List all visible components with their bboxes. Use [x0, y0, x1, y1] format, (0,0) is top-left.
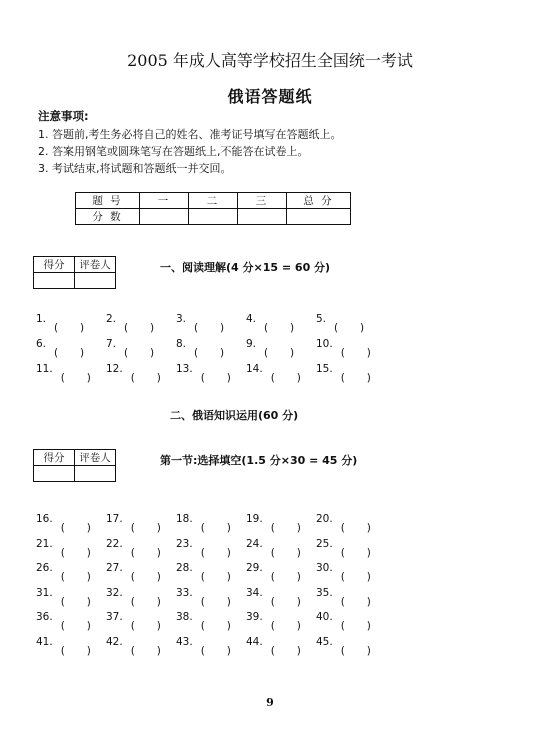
- open-paren: (: [200, 620, 205, 632]
- answer-item[interactable]: [316, 611, 379, 632]
- question-number: 34.: [246, 586, 263, 599]
- close-paren: ): [86, 372, 91, 384]
- open-paren: (: [264, 322, 269, 334]
- open-paren: (: [60, 546, 65, 559]
- close-paren: ): [156, 620, 161, 632]
- open-paren: (: [130, 644, 135, 657]
- grader-box-section-1: [33, 256, 116, 289]
- question-number: 21.: [36, 537, 53, 550]
- answer-item[interactable]: [246, 513, 309, 534]
- close-paren: ): [366, 372, 371, 384]
- close-paren: ): [80, 322, 85, 334]
- answer-item[interactable]: [176, 338, 232, 359]
- answer-item[interactable]: [106, 513, 169, 534]
- notice-item: 2. 答案用钢笔或圆珠笔写在答题纸上,不能答在试卷上。: [38, 145, 309, 158]
- question-number: 6.: [36, 338, 47, 350]
- close-paren: ): [86, 522, 91, 534]
- close-paren: ): [150, 347, 155, 359]
- question-number: 26.: [36, 562, 53, 574]
- answer-row: [36, 562, 396, 583]
- answer-item[interactable]: [246, 635, 309, 657]
- notice-heading: 注意事项:: [38, 109, 89, 123]
- question-number-label: 题 号: [76, 193, 140, 209]
- score-table-score-row: [76, 209, 351, 225]
- question-number: 2.: [106, 313, 117, 325]
- close-paren: ): [156, 372, 161, 384]
- open-paren: (: [200, 644, 205, 657]
- open-paren: (: [130, 595, 135, 608]
- answer-item[interactable]: [316, 586, 379, 608]
- question-number: 20.: [316, 513, 333, 525]
- close-paren: ): [366, 546, 371, 559]
- answer-item[interactable]: [176, 363, 239, 384]
- question-number: 31.: [36, 586, 53, 599]
- answer-row: [36, 338, 396, 359]
- question-number: 36.: [36, 611, 53, 623]
- answer-item[interactable]: [176, 611, 239, 632]
- open-paren: (: [340, 372, 345, 384]
- open-paren: (: [60, 644, 65, 657]
- open-paren: (: [200, 571, 205, 583]
- open-paren: (: [340, 546, 345, 559]
- section-1-answer-grid: [36, 313, 396, 384]
- question-number: 18.: [176, 513, 193, 525]
- question-number: 45.: [316, 635, 333, 648]
- question-number: 7.: [106, 338, 117, 350]
- answer-item[interactable]: [36, 586, 99, 608]
- question-number: 42.: [106, 635, 123, 648]
- close-paren: ): [156, 571, 161, 583]
- score-label: 得分: [34, 257, 75, 273]
- question-number: 40.: [316, 611, 333, 623]
- question-number: 12.: [106, 363, 123, 375]
- answer-item[interactable]: [316, 562, 379, 583]
- score-summary-table: [75, 192, 351, 225]
- answer-item[interactable]: [316, 313, 372, 334]
- total-score-header: 总 分: [287, 193, 351, 209]
- score-cell[interactable]: [140, 209, 189, 225]
- grader-label: 评卷人: [75, 257, 116, 273]
- close-paren: ): [86, 571, 91, 583]
- score-label: 得分: [34, 450, 75, 466]
- answer-item[interactable]: [36, 635, 99, 657]
- close-paren: ): [360, 322, 365, 334]
- question-number: 14.: [246, 363, 263, 375]
- question-number: 28.: [176, 562, 193, 574]
- question-number: 41.: [36, 635, 53, 648]
- open-paren: (: [270, 372, 275, 384]
- section-2-header: 二: [189, 193, 238, 209]
- answer-item[interactable]: [316, 338, 379, 359]
- open-paren: (: [334, 322, 339, 334]
- question-number: 11.: [36, 363, 53, 375]
- answer-item[interactable]: [176, 537, 239, 559]
- close-paren: ): [226, 571, 231, 583]
- section-2-answer-grid: [36, 513, 396, 657]
- page-number: 9: [266, 696, 274, 709]
- close-paren: ): [150, 322, 155, 334]
- score-table-header-row: [76, 193, 351, 209]
- section-2-title: 二、俄语知识运用(60 分): [170, 409, 299, 422]
- answer-sheet-title: 俄语答题纸: [227, 87, 313, 106]
- open-paren: (: [270, 571, 275, 583]
- open-paren: (: [270, 644, 275, 657]
- grader-box-section-2: [33, 449, 116, 482]
- question-number: 15.: [316, 363, 333, 375]
- answer-item[interactable]: [176, 313, 232, 334]
- answer-item[interactable]: [176, 562, 239, 583]
- answer-item[interactable]: [246, 586, 309, 608]
- open-paren: (: [270, 522, 275, 534]
- answer-item[interactable]: [246, 338, 302, 359]
- open-paren: (: [60, 620, 65, 632]
- answer-item[interactable]: [176, 635, 239, 657]
- question-number: 1.: [36, 313, 47, 325]
- question-number: 44.: [246, 635, 263, 648]
- exam-title: 2005 年成人高等学校招生全国统一考试: [127, 51, 413, 70]
- answer-item[interactable]: [36, 363, 99, 384]
- open-paren: (: [340, 620, 345, 632]
- open-paren: (: [340, 595, 345, 608]
- answer-item[interactable]: [36, 537, 99, 559]
- close-paren: ): [290, 347, 295, 359]
- close-paren: ): [290, 322, 295, 334]
- answer-item[interactable]: [176, 513, 239, 534]
- score-cell[interactable]: [189, 209, 238, 225]
- open-paren: (: [200, 522, 205, 534]
- open-paren: (: [130, 546, 135, 559]
- answer-item[interactable]: [106, 611, 169, 632]
- close-paren: ): [226, 546, 231, 559]
- close-paren: ): [366, 595, 371, 608]
- open-paren: (: [130, 372, 135, 384]
- close-paren: ): [366, 571, 371, 583]
- answer-item[interactable]: [176, 586, 239, 608]
- open-paren: (: [130, 571, 135, 583]
- answer-item[interactable]: [36, 611, 99, 632]
- open-paren: (: [200, 595, 205, 608]
- section-1-title: 一、阅读理解(4 分×15 = 60 分): [160, 261, 331, 274]
- close-paren: ): [296, 571, 301, 583]
- open-paren: (: [340, 571, 345, 583]
- question-number: 35.: [316, 586, 333, 599]
- close-paren: ): [296, 644, 301, 657]
- open-paren: (: [60, 595, 65, 608]
- answer-item[interactable]: [106, 635, 169, 657]
- open-paren: (: [130, 522, 135, 534]
- answer-item[interactable]: [316, 537, 379, 559]
- question-number: 10.: [316, 338, 333, 350]
- open-paren: (: [194, 322, 199, 334]
- question-number: 8.: [176, 338, 187, 350]
- answer-row: [36, 513, 396, 534]
- question-number: 22.: [106, 537, 123, 550]
- open-paren: (: [54, 347, 59, 359]
- open-paren: (: [200, 546, 205, 559]
- close-paren: ): [226, 595, 231, 608]
- section-1-header: 一: [140, 193, 189, 209]
- question-number: 23.: [176, 537, 193, 550]
- question-number: 37.: [106, 611, 123, 623]
- open-paren: (: [340, 644, 345, 657]
- answer-item[interactable]: [36, 513, 99, 534]
- notice-item: 1. 答题前,考生务必将自己的姓名、准考证号填写在答题纸上。: [38, 128, 342, 141]
- question-number: 43.: [176, 635, 193, 648]
- answer-item[interactable]: [106, 338, 162, 359]
- grader-label: 评卷人: [75, 450, 116, 466]
- question-number: 25.: [316, 537, 333, 550]
- subsection-1-title: 第一节:选择填空(1.5 分×30 = 45 分): [160, 454, 358, 467]
- close-paren: ): [226, 620, 231, 632]
- grader-name-cell[interactable]: [75, 273, 116, 289]
- open-paren: (: [194, 347, 199, 359]
- question-number: 17.: [106, 513, 123, 525]
- grader-score-cell[interactable]: [34, 466, 75, 482]
- answer-item[interactable]: [106, 562, 169, 583]
- answer-item[interactable]: [106, 537, 169, 559]
- open-paren: (: [124, 322, 129, 334]
- close-paren: ): [156, 546, 161, 559]
- open-paren: (: [200, 372, 205, 384]
- question-number: 16.: [36, 513, 53, 525]
- grader-score-cell[interactable]: [34, 273, 75, 289]
- answer-row: [36, 313, 396, 334]
- open-paren: (: [130, 620, 135, 632]
- close-paren: ): [86, 620, 91, 632]
- answer-row: [36, 635, 396, 657]
- close-paren: ): [226, 522, 231, 534]
- answer-item[interactable]: [106, 363, 169, 384]
- answer-item[interactable]: [36, 313, 92, 334]
- score-label: 分 数: [76, 209, 140, 225]
- close-paren: ): [226, 372, 231, 384]
- answer-row: [36, 611, 396, 632]
- close-paren: ): [366, 522, 371, 534]
- close-paren: ): [220, 347, 225, 359]
- question-number: 3.: [176, 313, 187, 325]
- score-cell[interactable]: [287, 209, 351, 225]
- open-paren: (: [124, 347, 129, 359]
- question-number: 39.: [246, 611, 263, 623]
- close-paren: ): [220, 322, 225, 334]
- open-paren: (: [54, 322, 59, 334]
- close-paren: ): [296, 372, 301, 384]
- answer-item[interactable]: [106, 313, 162, 334]
- section-3-header: 三: [238, 193, 287, 209]
- answer-item[interactable]: [246, 313, 302, 334]
- question-number: 5.: [316, 313, 327, 325]
- close-paren: ): [296, 522, 301, 534]
- close-paren: ): [86, 644, 91, 657]
- open-paren: (: [60, 372, 65, 384]
- close-paren: ): [366, 620, 371, 632]
- question-number: 27.: [106, 562, 123, 574]
- close-paren: ): [86, 546, 91, 559]
- close-paren: ): [80, 347, 85, 359]
- close-paren: ): [296, 546, 301, 559]
- open-paren: (: [60, 522, 65, 534]
- answer-item[interactable]: [106, 586, 169, 608]
- close-paren: ): [296, 620, 301, 632]
- answer-row: [36, 537, 396, 559]
- open-paren: (: [340, 522, 345, 534]
- question-number: 38.: [176, 611, 193, 623]
- answer-item[interactable]: [316, 363, 379, 384]
- answer-item[interactable]: [316, 513, 379, 534]
- open-paren: (: [340, 347, 345, 359]
- close-paren: ): [296, 595, 301, 608]
- notice-item: 3. 考试结束,将试题和答题纸一并交回。: [38, 162, 232, 175]
- open-paren: (: [264, 347, 269, 359]
- open-paren: (: [270, 546, 275, 559]
- answer-item[interactable]: [316, 635, 379, 657]
- question-number: 24.: [246, 537, 263, 550]
- answer-item[interactable]: [246, 611, 309, 632]
- answer-row: [36, 363, 396, 384]
- close-paren: ): [156, 522, 161, 534]
- question-number: 4.: [246, 313, 257, 325]
- question-number: 29.: [246, 562, 263, 574]
- question-number: 33.: [176, 586, 193, 599]
- close-paren: ): [366, 644, 371, 657]
- close-paren: ): [156, 644, 161, 657]
- answer-item[interactable]: [246, 537, 309, 559]
- answer-row: [36, 586, 396, 608]
- answer-item[interactable]: [246, 363, 309, 384]
- answer-item[interactable]: [36, 338, 92, 359]
- close-paren: ): [366, 347, 371, 359]
- question-number: 9.: [246, 338, 257, 350]
- open-paren: (: [60, 571, 65, 583]
- open-paren: (: [270, 620, 275, 632]
- question-number: 30.: [316, 562, 333, 574]
- question-number: 32.: [106, 586, 123, 599]
- question-number: 19.: [246, 513, 263, 525]
- close-paren: ): [86, 595, 91, 608]
- close-paren: ): [156, 595, 161, 608]
- answer-item[interactable]: [246, 562, 309, 583]
- score-cell[interactable]: [238, 209, 287, 225]
- question-number: 13.: [176, 363, 193, 375]
- open-paren: (: [270, 595, 275, 608]
- close-paren: ): [226, 644, 231, 657]
- answer-item[interactable]: [36, 562, 99, 583]
- grader-name-cell[interactable]: [75, 466, 116, 482]
